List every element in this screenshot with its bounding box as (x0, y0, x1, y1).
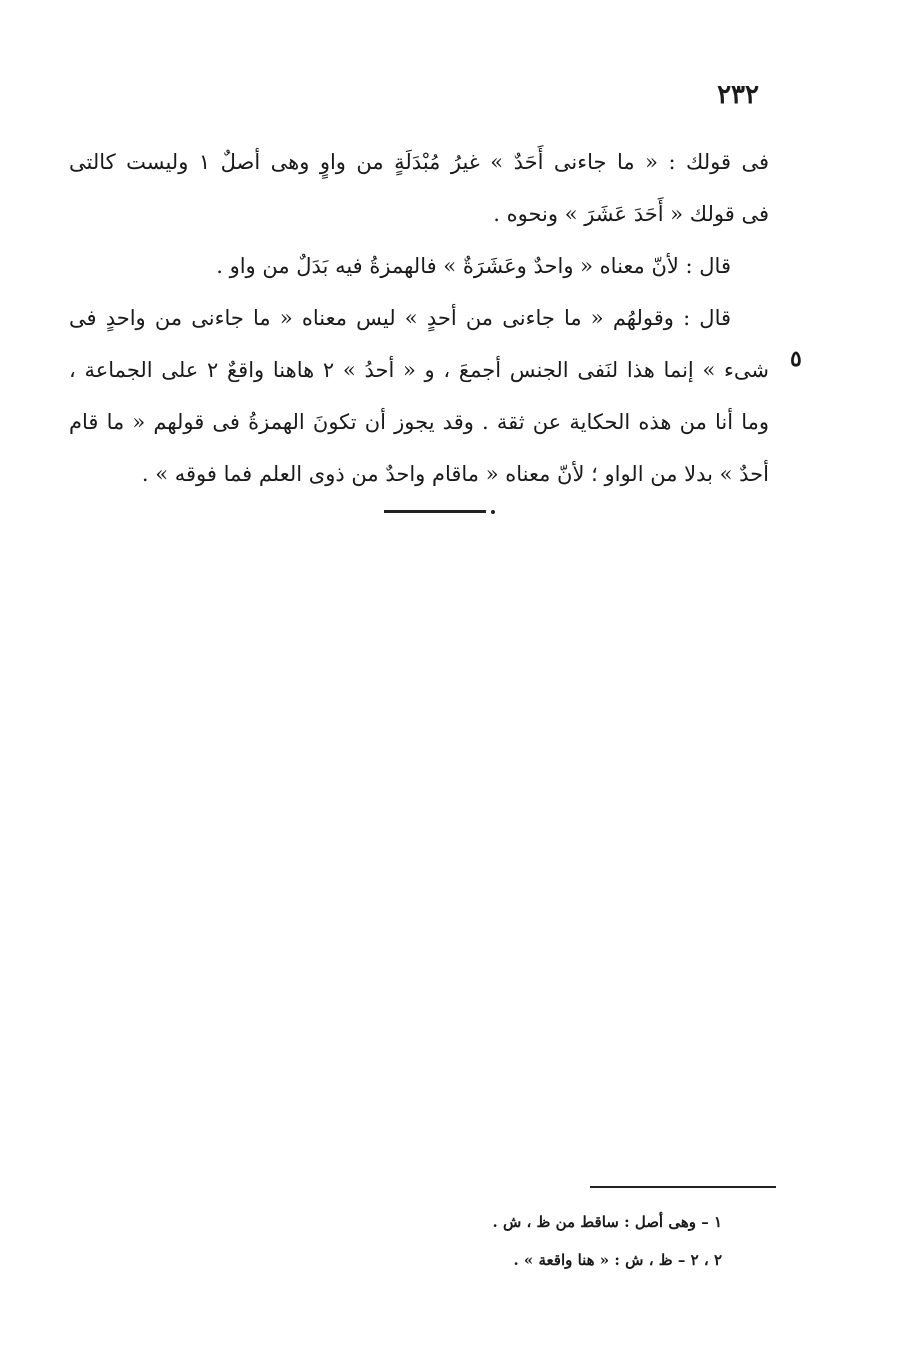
text-line: قال : وقولهُم « ما جاءنى من أحدٍ » ليس معناه « ما جاءنى من واحدٍ فى (69, 306, 731, 330)
text-line: فى قولك : « ما جاءنى أَحَدٌ » غيرُ مُبْدَلَةٍ من واوٍ وهى أصلٌ ١ وليست كالتى (69, 150, 769, 174)
text-line: قال : لأنّ معناه « واحدٌ وعَشَرَةٌ » فالهمزةُ فيه بَدَلٌ من واو . (216, 254, 731, 278)
text-line: وما أنا من هذه الحكاية عن ثقة . وقد يجوز أن تكونَ الهمزةُ فى قولهم « ما قام (69, 410, 769, 434)
footnote-separator (590, 1186, 776, 1188)
text-line: فى قولك « أَحَدَ عَشَرَ » ونحوه . (493, 202, 769, 226)
text-line: شىء » إنما هذا لنَفى الجنس أجمعَ ، و « أحدُ » ٢ هاهنا واقعٌ ٢ على الجماعة ، (69, 358, 769, 382)
section-end-dot (491, 510, 495, 514)
footnotes (493, 1208, 723, 1284)
text-line: أحدٌ » بدلا من الواو ؛ لأنّ معناه « ماقام واحدٌ من ذوى العلم فما فوقه » . (141, 462, 769, 486)
main-text (69, 136, 769, 500)
section-end-rule (384, 510, 486, 513)
page-number: ٢٣٢ (717, 80, 759, 110)
line-number-marker: ٥ (790, 346, 802, 372)
footnote: ١ – وهى أصل : ساقط من ظ ، ش . (492, 1213, 722, 1231)
footnote: ٢ ، ٢ – ظ ، ش : « هنا واقعة » . (513, 1251, 722, 1269)
